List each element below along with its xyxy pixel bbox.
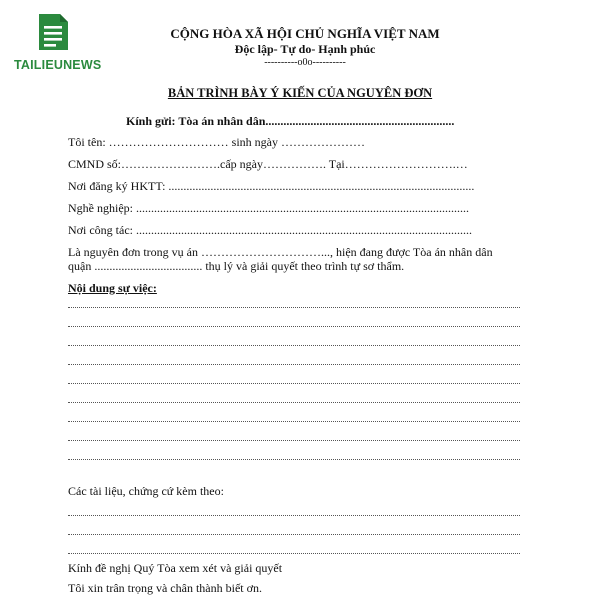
document-title: BẢN TRÌNH BÀY Ý KIẾN CỦA NGUYÊN ĐƠN [167,86,433,100]
content-line[interactable] [68,383,520,384]
content-line[interactable] [68,402,520,403]
national-header [160,26,450,69]
documents-line[interactable] [68,534,520,535]
recipient-line: Kính gửi: Tòa án nhân dân............................................................... [126,114,455,128]
occupation-field[interactable]: Nghề nghiệp: ............................................................................................................... [68,201,469,215]
residence-field[interactable]: Nơi đăng ký HKTT: ...................................................................................................... [68,179,475,193]
workplace-field[interactable]: Nơi công tác: ................................................................................................................ [68,223,472,237]
closing-request: Kính đề nghị Quý Tòa xem xét và giải quyết [68,561,283,575]
document-icon [36,12,70,52]
content-line[interactable] [68,326,520,327]
documents-heading: Các tài liệu, chứng cứ kèm theo: [68,484,224,498]
id-card-field[interactable]: CMND số:…………………….cấp ngày……………. Tại……………………….… [68,157,468,171]
name-field[interactable]: Tôi tên: ………………………… sinh ngày ………………… [68,135,365,149]
content-line[interactable] [68,307,520,308]
case-line-2[interactable]: quận .................................... thụ lý và giải quyết theo trình tự sơ thẩm. [68,259,405,273]
documents-line[interactable] [68,515,520,516]
brand-name: TAILIEUNEWS [14,58,102,72]
content-line[interactable] [68,421,520,422]
content-line[interactable] [68,459,520,460]
content-line[interactable] [68,440,520,441]
closing-thanks: Tôi xin trân trọng và chân thành biết ơn. [68,581,262,595]
header-separator: ----------o0o---------- [264,57,346,68]
documents-line[interactable] [68,553,520,554]
case-line-1[interactable]: Là nguyên đơn trong vụ án …………………………..., hiện đang được Tòa án nhân dân [68,245,493,259]
content-line[interactable] [68,345,520,346]
content-heading: Nội dung sự việc: [68,281,157,295]
nation-name: CỘNG HÒA XÃ HỘI CHỦ NGHĨA VIỆT NAM [170,26,440,41]
content-line[interactable] [68,364,520,365]
national-motto: Độc lập- Tự do- Hạnh phúc [234,42,376,56]
